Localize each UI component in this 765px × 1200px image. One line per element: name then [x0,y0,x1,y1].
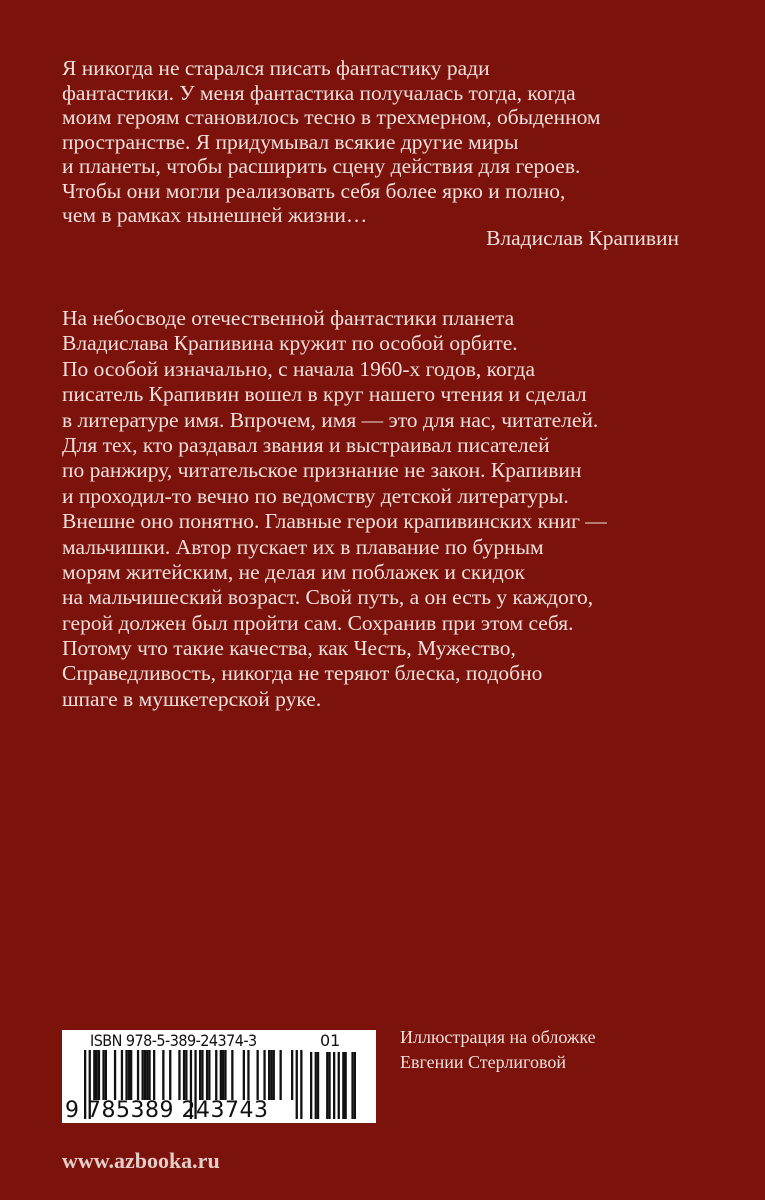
barcode-bar [162,1050,164,1100]
barcode-bar [280,1050,282,1100]
barcode-bar [220,1050,222,1100]
addon-bar [333,1052,335,1119]
barcode-bar [222,1050,224,1100]
annotation-line: Для тех, кто раздавал звания и выстраивал писателей [62,432,550,457]
barcode-bar [257,1050,259,1100]
addon-bar [338,1052,340,1119]
barcode-bar [291,1050,293,1100]
annotation-paragraph [62,306,607,712]
addon-bar [326,1052,328,1119]
barcode-bar [130,1050,132,1100]
barcode-bar [144,1050,146,1100]
quote-line: фантастики. У меня фантастика получалась тогда, когда [62,80,576,105]
quote-author: Владислав Крапивин [486,226,679,250]
barcode-bar [121,1050,123,1100]
quote-paragraph [62,56,601,228]
annotation-line: Внешне оно понятно. Главные герои крапивинских книг — [62,509,607,534]
barcode-bar [102,1050,104,1100]
barcode-bar [183,1050,185,1100]
annotation-line: и проходил-то вечно по ведомству детской литературы. [62,483,569,508]
addon-bar [342,1052,344,1119]
quote-line: чем в рамках нынешней жизни… [62,203,368,227]
addon-bar [315,1052,317,1119]
addon-bar [310,1052,312,1119]
annotation-line: морям житейским, не делая им поблажек и скидок [62,559,525,584]
barcode-bar [146,1050,148,1100]
barcode-bar [270,1050,272,1100]
barcode-bar [128,1050,130,1100]
quote-line: Чтобы они могли реализовать себя более ярко и полно, [62,178,566,203]
barcode-addon-number: 01 [320,1031,341,1050]
credit-line: Иллюстрация на обложке [400,1027,596,1047]
isbn-barcode [62,1030,376,1123]
annotation-line: Владислава Крапивина кружит по особой орбите. [62,331,518,356]
addon-bar [351,1052,353,1119]
barcode-bar [273,1050,275,1100]
barcode-bar [199,1050,201,1100]
illustration-credit [400,1025,596,1075]
barcode-bar [93,1050,95,1100]
annotation-line: писатель Крапивин вошел в круг нашего чтения и сделал [62,382,587,407]
barcode-bar [263,1050,265,1100]
barcode-bar [96,1050,98,1100]
barcode-bar [268,1050,270,1100]
annotation-line: На небосводе отечественной фантастики планета [62,306,515,330]
barcode-bar [148,1050,150,1100]
barcode-bar [114,1050,116,1100]
barcode-bar [201,1050,203,1100]
annotation-line: Потому что такие качества, как Честь, Мужество, [62,636,516,661]
publisher-website-link[interactable]: www.azbooka.ru [62,1148,220,1173]
annotation-line: Справедливость, никогда не теряют блеска, подобно [62,661,543,686]
barcode-bar [98,1050,100,1100]
barcode-bar [169,1050,171,1100]
barcode-bar [300,1050,302,1119]
addon-bar [317,1052,319,1119]
annotation-line: шпаге в мушкетерской руке. [62,686,322,711]
addon-bar [354,1052,356,1119]
barcode-bar [247,1050,249,1100]
isbn-label: ISBN 978-5-389-24374-3 [90,1031,257,1050]
quote-line: моим героям становилось тесно в трехмерном, обыденном [62,105,601,129]
annotation-line: герой должен был пройти сам. Сохранив при этом себя. [62,610,574,635]
addon-bar [345,1052,347,1119]
annotation-line: по ранжиру, читательское признание не закон. Крапивин [62,458,582,483]
quote-line: пространстве. Я придумывал всякие другие миры [62,129,519,154]
quote-line: и планеты, чтобы расширить сцену действия для героев. [62,154,581,178]
barcode-bar [208,1050,210,1100]
barcode-bar [231,1050,233,1100]
barcode-bar [224,1050,226,1100]
quote-line: Я никогда не старался писать фантастику ради [62,56,490,80]
addon-bar [328,1052,330,1119]
barcode-bar [137,1050,139,1100]
barcode-bar [185,1050,187,1100]
barcode-bar [178,1050,180,1100]
annotation-line: в литературе имя. Впрочем, имя — это для нас, читателей. [62,407,599,432]
barcode-bar [206,1050,208,1100]
barcode-bar [243,1050,245,1100]
barcode-bar [142,1050,144,1100]
barcode-bar [125,1050,127,1100]
barcode-bar [215,1050,217,1100]
barcode-digits: 9 785389 243743 [65,1098,269,1123]
annotation-line: мальчишки. Автор пускает их в плавание по бурным [62,534,544,559]
barcode-bar [296,1050,298,1119]
annotation-line: на мальчишеский возраст. Свой путь, а он есть у каждого, [62,585,594,610]
credit-line: Евгении Стерлиговой [400,1052,566,1072]
barcode-bar [153,1050,155,1100]
annotation-line: По особой изначально, с начала 1960-х годов, когда [62,356,535,381]
barcode-bar [105,1050,107,1100]
